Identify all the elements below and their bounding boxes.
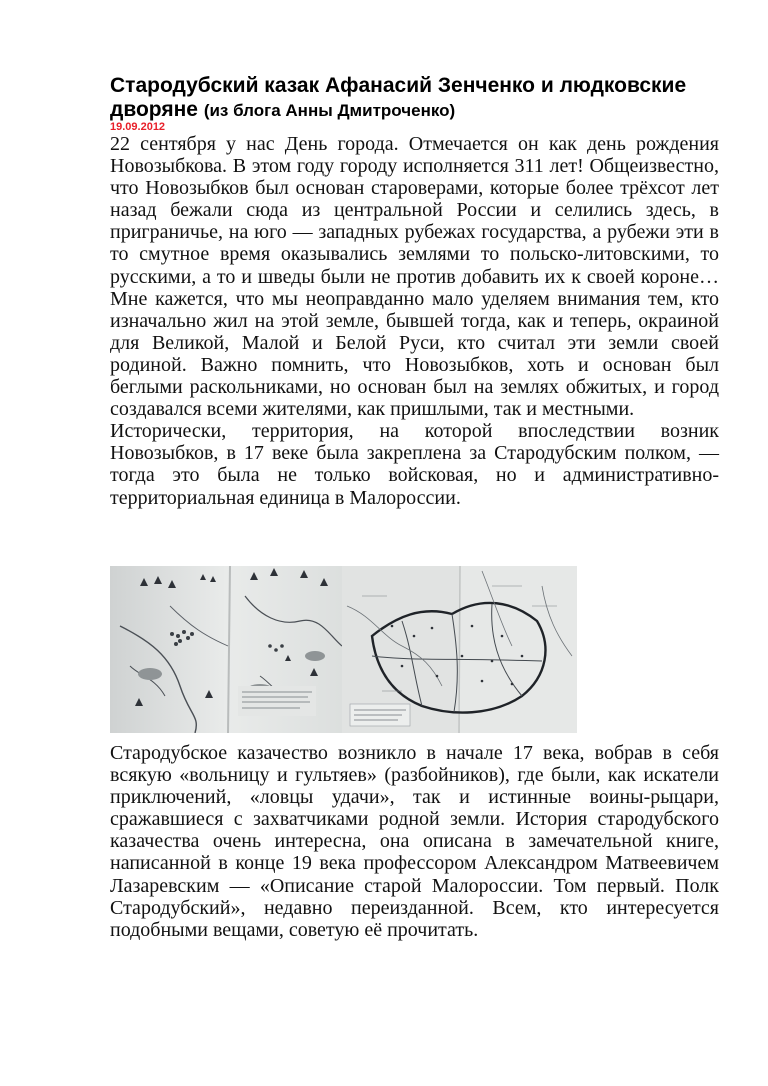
territory-map-image xyxy=(342,566,577,733)
title-subtitle: (из блога Анны Дмитроченко) xyxy=(203,101,456,120)
map-figure xyxy=(110,566,577,733)
territory-map-illustration xyxy=(342,566,577,733)
article-body-bottom xyxy=(110,742,719,941)
historical-map-illustration xyxy=(110,566,342,733)
paragraph: Исторически, территория, на которой впоследствии возник Новозыбков, в 17 веке была закреплена за Стародубским полком, — тогда это была не только войсковая, но и административно-территориальная единица в Малороссии. xyxy=(110,420,719,509)
title-main: Стародубский казак Афанасий Зенченко и людковские дворяне xyxy=(110,74,687,121)
article-title xyxy=(110,74,720,123)
paragraph: 22 сентября у нас День города. Отмечается он как день рождения Новозыбкова. В этом году городу исполняется 311 лет! Общеизвестно, что Новозыбков был основан староверами, которые более трёхсот лет назад бежали сюда из центральной России и селились здесь, в приграничье, на юго — западных рубежах государства, а рубежи эти в то смутное время оказывались землями то польско-литовскими, то русскими, а то и шведы были не против добавить их к своей короне… Мне кажется, что мы неоправданно мало уделяем внимания тем, кто изначально жил на этой земле, бывшей тогда, как и теперь, окраиной для Великой, Малой и Белой Руси, кто считал эти земли своей родиной. Важно помнить, что Новозыбков, хоть и основан был беглыми раскольниками, но основан был на землях обжитых, и город создавался всеми жителями, как пришлыми, так и местными. xyxy=(110,133,719,421)
paragraph: Стародубское казачество возникло в начале 17 века, вобрав в себя всякую «вольницу и гультяев» (разбойников), где были, как искатели приключений, «ловцы удачи», так и истинные воины-рыцари, сражавшиеся с захватчиками родной земли. История стародубского казачества очень интересна, она описана в замечательной книге, написанной в конце 19 века профессором Александром Матвеевичем Лазаревским — «Описание старой Малороссии. Том первый. Полк Стародубский», недавно переизданной. Всем, кто интересуется подобными вещами, советую её прочитать. xyxy=(110,742,719,941)
historical-map-image xyxy=(110,566,342,733)
article-body-top xyxy=(110,133,719,509)
publication-date: 19.09.2012 xyxy=(110,121,166,133)
